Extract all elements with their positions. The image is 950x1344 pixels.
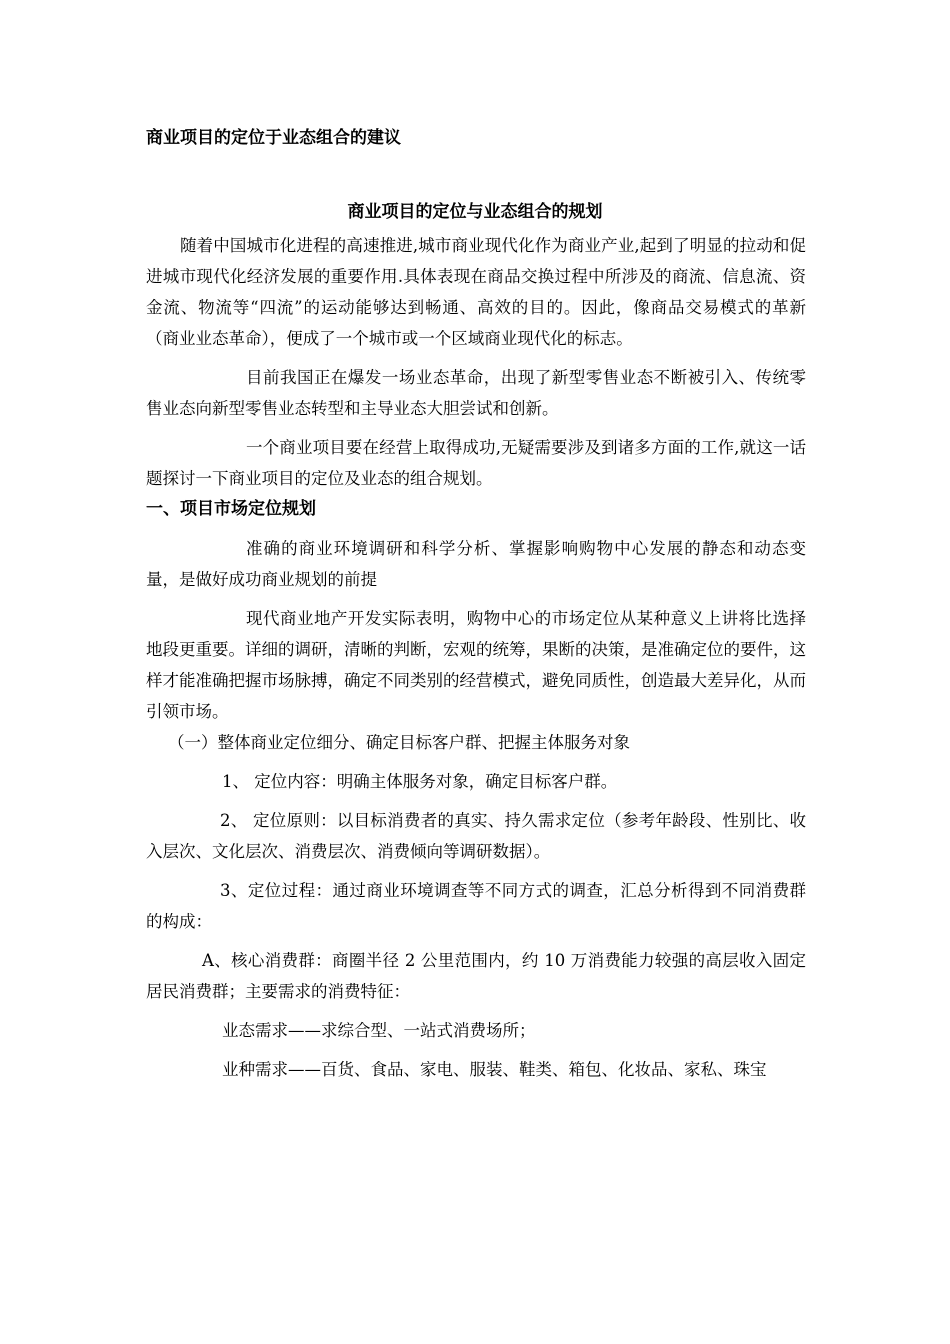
item-2: 2、 定位原则：以目标消费者的真实、持久需求定位（参考年龄段、性别比、收入层次、文化层次、消费层次、消费倾向等调研数据）。 (146, 811, 806, 861)
section-1-heading: 一、项目市场定位规划 (146, 499, 316, 519)
intro-paragraph-3: 一个商业项目要在经营上取得成功,无疑需要涉及到诸多方面的工作,就这一话题探讨一下商业项目的定位及业态的组合规划。 (146, 438, 806, 488)
document-title: 商业项目的定位于业态组合的建议 (146, 128, 401, 148)
section-1-paragraph-1: 准确的商业环境调研和科学分析、掌握影响购物中心发展的静态和动态变量，是做好成功商业规划的前提 (146, 539, 806, 589)
need-format: 业态需求——求综合型、一站式消费场所； (222, 1021, 536, 1040)
need-category: 业种需求——百货、食品、家电、服装、鞋类、箱包、化妆品、家私、珠宝 (222, 1060, 767, 1079)
item-3: 3、定位过程：通过商业环境调查等不同方式的调查，汇总分析得到不同消费群的构成： (146, 881, 806, 931)
item-1: 1、 定位内容：明确主体服务对象，确定目标客户群。 (222, 772, 618, 791)
intro-paragraph-2: 目前我国正在爆发一场业态革命，出现了新型零售业态不断被引入、传统零售业态向新型零售业态转型和主导业态大胆尝试和创新。 (146, 368, 806, 418)
document-subtitle: 商业项目的定位与业态组合的规划 (347, 202, 603, 222)
section-1-paragraph-2: 现代商业地产开发实际表明，购物中心的市场定位从某种意义上讲将比选择地段更重要。详细的调研，清晰的判断，宏观的统筹，果断的决策，是准确定位的要件，这样才能准确把握市场脉搏，确定不同类别的经营模式，避免同质性，创造最大差异化，从而引领市场。 (146, 609, 806, 721)
subsection-1-heading: （一）整体商业定位细分、确定目标客户群、把握主体服务对象 (168, 733, 630, 752)
core-consumer-group: A、核心消费群：商圈半径 2 公里范围内，约 10 万消费能力较强的高层收入固定居民消费群；主要需求的消费特征： (146, 951, 806, 1001)
intro-paragraph-1: 随着中国城市化进程的高速推进,城市商业现代化作为商业产业,起到了明显的拉动和促进城市现代化经济发展的重要作用.具体表现在商品交换过程中所涉及的商流、信息流、资金流、物流等“四流”的运动能够达到畅通、高效的目的。因此，像商品交易模式的革新（商业业态革命），便成了一个城市或一个区域商业现代化的标志。 (146, 236, 806, 348)
document-body (146, 230, 806, 1085)
